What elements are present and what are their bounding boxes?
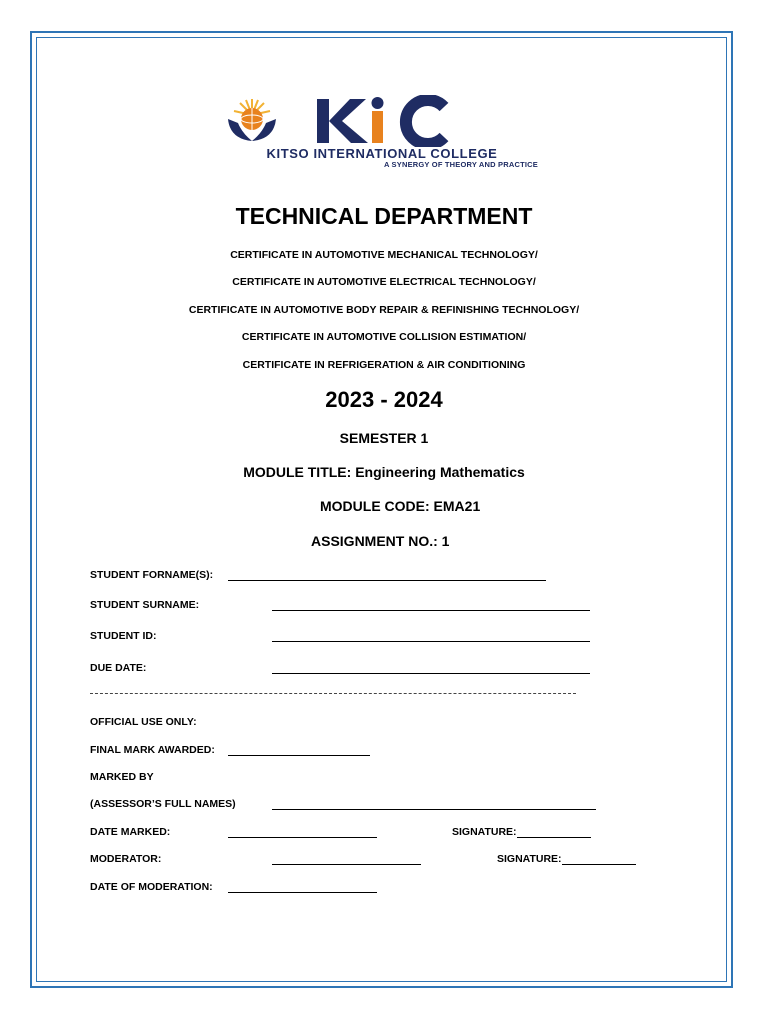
date-marked-label: DATE MARKED: — [90, 826, 171, 838]
official-use-heading: OFFICIAL USE ONLY: — [90, 716, 197, 728]
final-mark-field[interactable] — [228, 755, 370, 756]
college-tagline: A SYNERGY OF THEORY AND PRACTICE — [383, 160, 538, 169]
assignment-number: ASSIGNMENT NO.: 1 — [311, 533, 450, 549]
moderator-signature-field[interactable] — [562, 864, 636, 865]
academic-year: 2023 - 2024 — [325, 387, 443, 412]
student-id-label: STUDENT ID: — [90, 630, 157, 642]
student-surname-field[interactable] — [272, 610, 590, 611]
certificate-line: CERTIFICATE IN REFRIGERATION & AIR CONDITIONING — [242, 359, 526, 371]
date-of-moderation-label: DATE OF MODERATION: — [90, 881, 213, 893]
assessor-field[interactable] — [272, 809, 596, 810]
moderator-signature-label: SIGNATURE: — [497, 853, 562, 865]
moderator-field[interactable] — [272, 864, 421, 865]
signature-label: SIGNATURE: — [452, 826, 517, 838]
semester: SEMESTER 1 — [339, 430, 429, 446]
certificate-line: CERTIFICATE IN AUTOMOTIVE ELECTRICAL TECHNOLOGY/ — [232, 276, 536, 288]
date-of-moderation-field[interactable] — [228, 892, 377, 893]
date-marked-field[interactable] — [228, 837, 377, 838]
certificate-line: CERTIFICATE IN AUTOMOTIVE COLLISION ESTIMATION/ — [241, 331, 527, 343]
student-forenames-field[interactable] — [228, 580, 546, 581]
student-id-field[interactable] — [272, 641, 590, 642]
section-divider — [90, 693, 576, 694]
college-logo — [222, 95, 542, 171]
certificate-line: CERTIFICATE IN AUTOMOTIVE BODY REPAIR & REFINISHING TECHNOLOGY/ — [188, 304, 580, 316]
logo-emblem — [222, 95, 542, 147]
student-surname-label: STUDENT SURNAME: — [90, 599, 200, 611]
marked-by-label: MARKED BY — [90, 771, 154, 783]
due-date-field[interactable] — [272, 673, 590, 674]
signature-field[interactable] — [517, 837, 591, 838]
department-heading: TECHNICAL DEPARTMENT — [235, 203, 533, 229]
certificate-line: CERTIFICATE IN AUTOMOTIVE MECHANICAL TECHNOLOGY/ — [230, 249, 538, 261]
moderator-label: MODERATOR: — [90, 853, 162, 865]
module-title: MODULE TITLE: Engineering Mathematics — [243, 464, 525, 480]
due-date-label: DUE DATE: — [90, 662, 147, 674]
final-mark-label: FINAL MARK AWARDED: — [90, 744, 215, 756]
assessor-label: (ASSESSOR’S FULL NAMES) — [90, 798, 236, 810]
module-code: MODULE CODE: EMA21 — [320, 498, 481, 514]
student-forenames-label: STUDENT FORNAME(S): — [90, 569, 214, 581]
college-name: KITSO INTERNATIONAL COLLEGE — [266, 146, 498, 161]
